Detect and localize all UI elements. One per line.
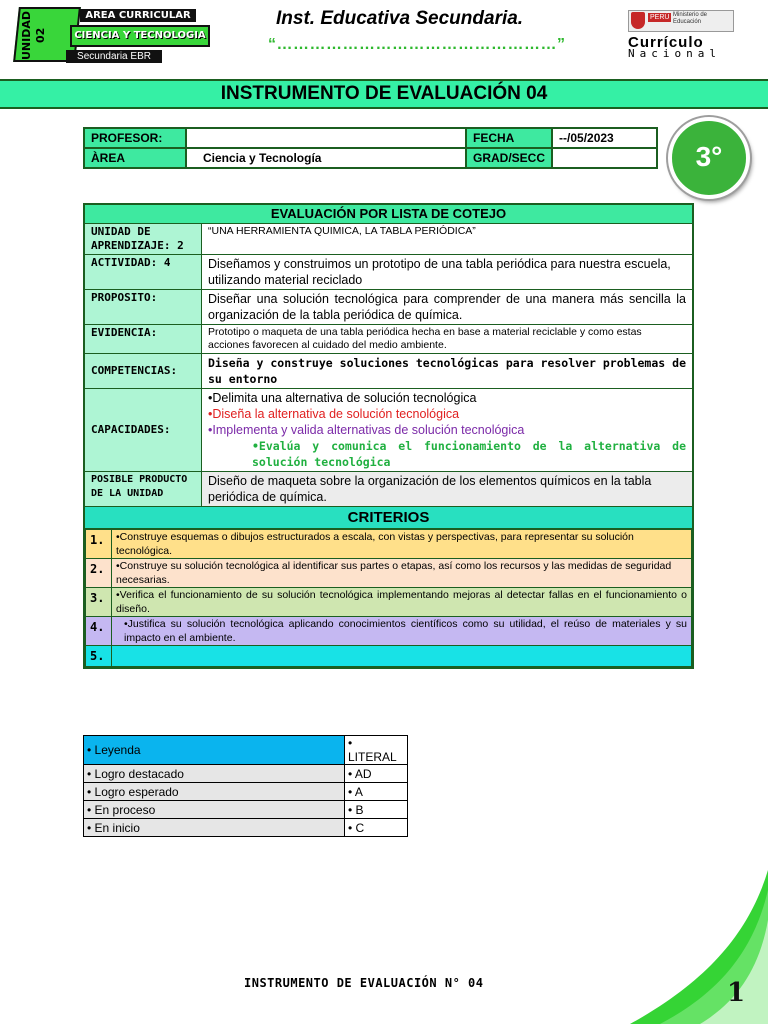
area-label: AREA CURRICULAR (80, 9, 196, 22)
criterio-number: 1. (86, 530, 112, 559)
legend-left: • En inicio (84, 819, 345, 837)
criterio-row (86, 617, 692, 646)
logo-nacional: Nacional (628, 47, 721, 60)
legend-right: • B (345, 801, 408, 819)
unit-label: UNIDAD 02 (20, 10, 47, 60)
competencias-label: COMPETENCIAS: (84, 354, 202, 389)
criterio-text: •Construye su solución tecnológica al identificar sus partes o etapas, así como los recursos y las medidas de seguridad necesarias. (112, 559, 692, 588)
info-table (83, 127, 658, 169)
producto-label: POSIBLE PRODUCTO DE LA UNIDAD (84, 472, 202, 507)
profesor-label: PROFESOR: (84, 128, 186, 148)
capacidad-item: •Evalúa y comunica el funcionamiento de la alternativa de solución tecnológica (252, 439, 686, 469)
criterio-text: •Verifica el funcionamiento de su solución tecnológica implementando mejoras al detectar fallas en el funcionamiento o diseño. (112, 588, 692, 617)
criterio-row (86, 646, 692, 667)
grado-value (552, 148, 657, 168)
footer-title: INSTRUMENTO DE EVALUACIÓN N° 04 (244, 976, 484, 990)
unidad-label: UNIDAD DE APRENDIZAJE: 2 (84, 224, 202, 255)
unidad-value: “UNA HERRAMIENTA QUIMICA, LA TABLA PERIÓDICA” (202, 224, 694, 255)
capacidad-item: •Implementa y valida alternativas de solución tecnológica (208, 423, 525, 437)
legend-table (83, 735, 408, 837)
legend-right: • AD (345, 765, 408, 783)
capacidad-item: •Diseña la alternativa de solución tecnológica (208, 407, 460, 421)
criterio-number: 3. (86, 588, 112, 617)
grade-text: 3° (695, 141, 723, 172)
logo-curriculo: Currículo (628, 34, 704, 51)
legend-left: • Logro destacado (84, 765, 345, 783)
corner-decoration (630, 870, 768, 1024)
page-number: 1 (727, 978, 746, 1008)
profesor-value (186, 128, 466, 148)
criterio-row (86, 588, 692, 617)
proposito-label: PROPOSITO: (84, 290, 202, 325)
area-info-value: Ciencia y Tecnología (186, 148, 466, 168)
legend-left: • En proceso (84, 801, 345, 819)
area-value: CIENCIA Y TECNOLOGIA (70, 25, 210, 47)
legend-right: • C (345, 819, 408, 837)
capacidades-label: CAPACIDADES: (84, 389, 202, 472)
evaluation-heading: EVALUACIÓN POR LISTA DE COTEJO (84, 204, 693, 224)
logo-country: PERÚ (650, 14, 670, 21)
legend-right: • A (345, 783, 408, 801)
logo-ministry: Ministerio de Educación (673, 12, 708, 25)
criterios-heading: CRITERIOS (84, 507, 693, 529)
criterio-number: 4. (86, 617, 112, 646)
actividad-value: Diseñamos y construimos un prototipo de una tabla periódica para nuestra escuela, utilizando material reciclado (202, 255, 694, 290)
criterio-text (112, 646, 692, 667)
evidencia-value: Prototipo o maqueta de una tabla periódica hecha en base a material reciclable y como estas acciones favorecen al cuidado del medio ambiente. (202, 325, 694, 354)
criterio-row (86, 559, 692, 588)
criterio-number: 2. (86, 559, 112, 588)
area-info-label: ÀREA (84, 148, 186, 168)
legend-right: • LITERAL (345, 736, 408, 765)
evaluation-table (83, 203, 694, 669)
actividad-label: ACTIVIDAD: 4 (84, 255, 202, 290)
criterio-number: 5. (86, 646, 112, 667)
criterio-text: •Justifica su solución tecnológica aplicando conocimientos científicos como su utilidad, el reúso de materiales y su impacto en el ambiente. (112, 617, 692, 646)
legend-left: • Logro esperado (84, 783, 345, 801)
criterio-text: •Construye esquemas o dibujos estructurados a escala, con vistas y perspectivas, para representar su solución tecnológica. (112, 530, 692, 559)
page-title: INSTRUMENTO DE EVALUACIÓN 04 (220, 83, 548, 104)
shield-icon (631, 12, 645, 29)
capacidades-list (202, 389, 694, 472)
competencias-value: Diseña y construye soluciones tecnológicas para resolver problemas de su entorno (202, 354, 694, 389)
grado-label: GRAD/SECC (466, 148, 552, 168)
capacidad-item: •Delimita una alternativa de solución tecnológica (208, 391, 477, 405)
institution-quote: “……………………………………………” (268, 36, 566, 53)
institution-name: Inst. Educativa Secundaria. (276, 8, 524, 29)
fecha-label: FECHA (466, 128, 552, 148)
fecha-value: --/05/2023 (552, 128, 657, 148)
proposito-value: Diseñar una solución tecnológica para comprender de una manera más sencilla la organización de la tabla periódica de química. (202, 290, 694, 325)
legend-left: • Leyenda (84, 736, 345, 765)
level-label: Secundaria EBR (66, 50, 162, 63)
producto-value: Diseño de maqueta sobre la organización de los elementos químicos en la tabla periódica de química. (202, 472, 694, 507)
criterios-table (85, 529, 692, 667)
evidencia-label: EVIDENCIA: (84, 325, 202, 354)
criterio-row (86, 530, 692, 559)
